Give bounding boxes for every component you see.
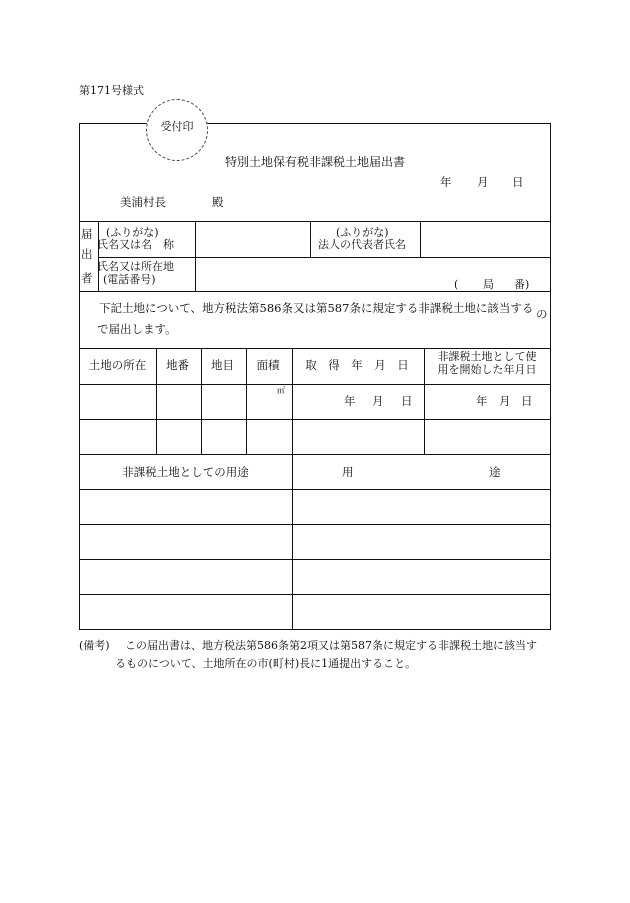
addressee-honorific: 殿: [212, 195, 224, 209]
header-land-category: 地目: [211, 358, 234, 372]
statement-line-1: 下記土地について、地方税法第586条又は第587条に規定する非課税土地に該当する: [99, 301, 534, 315]
acq-year: 年: [344, 394, 356, 408]
form-title: 特別土地保有税非課税土地届出書: [224, 155, 405, 169]
statement-line-1-tail: の: [536, 307, 548, 321]
phone-kyoku: 局: [483, 278, 494, 291]
use-day: 日: [521, 394, 533, 408]
header-lot-number: 地番: [166, 358, 189, 372]
phone-label: (電話番号): [103, 273, 156, 286]
date-month: 月: [477, 175, 489, 189]
notifier-label-2: 出: [81, 247, 93, 261]
rep-name-label: 法人の代表者氏名: [318, 238, 406, 251]
reception-stamp: [146, 99, 208, 161]
notes-line-2: るものについて、土地所在の市(町村)長に1通提出すること。: [115, 657, 417, 670]
notes-label: (備考): [79, 639, 110, 652]
usage-right-header-1: 用: [342, 465, 354, 479]
form-number: 第171号様式: [79, 84, 144, 97]
notifier-label-1: 届: [81, 227, 93, 241]
header-use-start-date-1: 非課税土地として使: [437, 350, 537, 363]
header-area: 面積: [256, 358, 280, 372]
use-year: 年: [476, 394, 488, 408]
statement-line-2: で届出します。: [97, 322, 177, 336]
header-acquisition-date: 取 得 年 月 日: [305, 358, 409, 372]
notes-line-1: この届出書は、地方税法第586条第2項又は第587条に規定する非課税土地に該当す: [125, 639, 537, 652]
rep-furigana-label: (ふりがな): [336, 226, 389, 239]
area-unit: ㎡: [277, 386, 285, 395]
date-year: 年: [440, 175, 452, 189]
phone-ban: 番): [514, 278, 530, 291]
usage-left-header: 非課税土地としての用途: [122, 465, 249, 479]
header-land-location: 土地の所在: [88, 358, 147, 372]
date-day: 日: [512, 175, 524, 189]
furigana-label: (ふりがな): [106, 226, 159, 239]
acq-day: 日: [401, 394, 413, 408]
acq-month: 月: [372, 394, 384, 408]
stamp-label: 受付印: [160, 120, 194, 133]
addressee-name: 美浦村長: [120, 195, 166, 209]
notifier-label-3: 者: [81, 271, 93, 285]
phone-open: (: [454, 278, 459, 291]
header-use-start-date-2: 用を開始した年月日: [437, 363, 537, 376]
name-label: 氏名又は名 称: [97, 238, 174, 251]
address-label: 氏名又は所在地: [97, 260, 174, 273]
usage-right-header-2: 途: [489, 465, 501, 479]
use-month: 月: [499, 394, 511, 408]
